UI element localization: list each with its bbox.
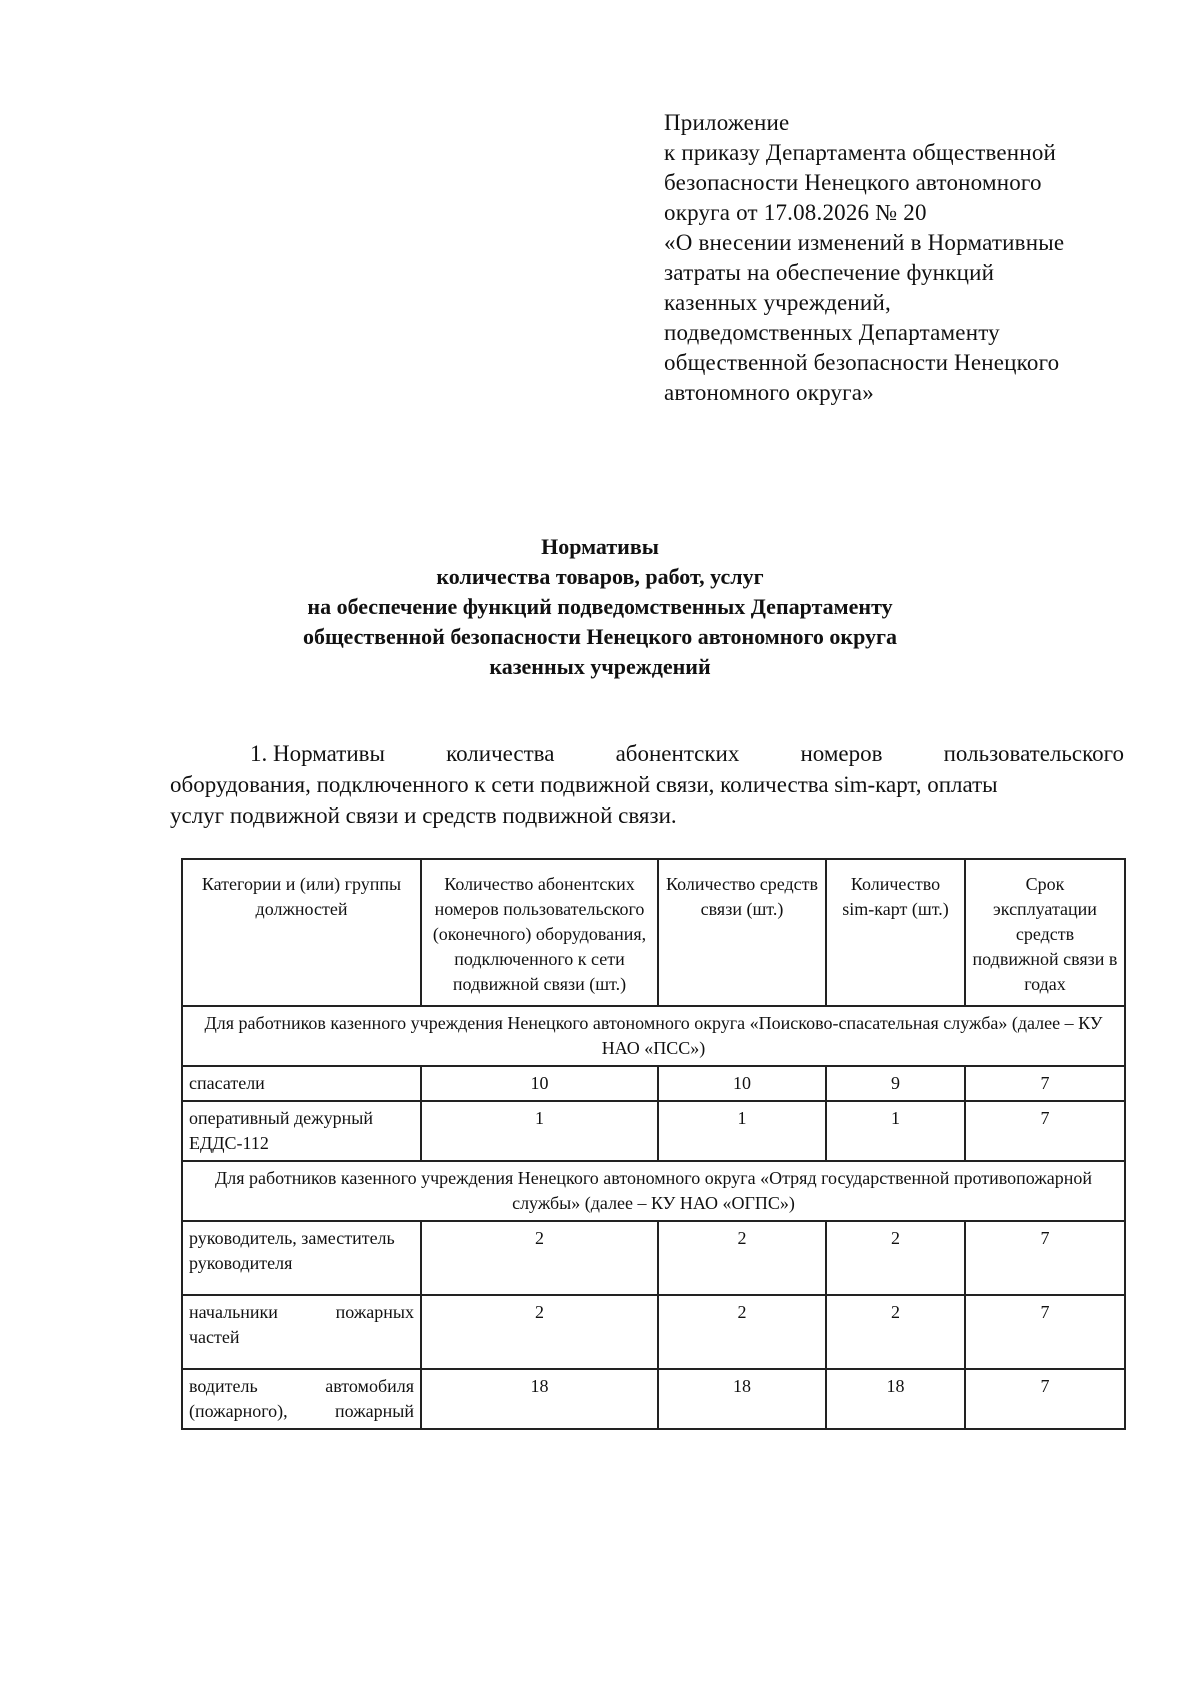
header-service-life: Срок эксплуатации средств подвижной связи в годах [965, 859, 1125, 1006]
cell-category: спасатели [182, 1066, 421, 1101]
section-intro-paragraph [170, 738, 1124, 831]
appendix-line: затраты на обеспечение функций [664, 260, 995, 285]
appendix-line: подведомственных Департаменту [664, 320, 1000, 345]
cell-years: 7 [965, 1295, 1125, 1369]
header-category: Категории и (или) группы должностей [182, 859, 421, 1006]
cell-category: начальники пожарных частей [182, 1295, 421, 1369]
title-line: казенных учреждений [489, 654, 711, 679]
header-sim-cards: Количество sim-карт (шт.) [826, 859, 965, 1006]
cell-numbers: 2 [421, 1221, 658, 1295]
title-line: Нормативы [541, 534, 659, 559]
cell-category: оперативный дежурный ЕДДС-112 [182, 1101, 421, 1161]
table-row [182, 1369, 1125, 1429]
intro-word: номеров [800, 741, 883, 766]
group-row [182, 1161, 1125, 1221]
cell-sim: 2 [826, 1295, 965, 1369]
cell-category: руководитель, заместитель руководителя [182, 1221, 421, 1295]
cell-numbers: 1 [421, 1101, 658, 1161]
cell-sim: 1 [826, 1101, 965, 1161]
intro-word: количества [446, 741, 555, 766]
title-line: количества товаров, работ, услуг [436, 564, 764, 589]
appendix-line: общественной безопасности Ненецкого [664, 350, 1060, 375]
intro-line-2: оборудования, подключенного к сети подвижной связи, количества sim-карт, оплаты [170, 772, 998, 797]
group-title-pss: Для работников казенного учреждения Ненецкого автономного округа «Поисково-спасательная служба» (далее – КУ НАО «ПСС») [182, 1006, 1125, 1066]
header-subscriber-numbers: Количество абонентских номеров пользовательского (оконечного) оборудования, подключенного к сети подвижной связи (шт.) [421, 859, 658, 1006]
cell-numbers: 10 [421, 1066, 658, 1101]
cell-years: 7 [965, 1101, 1125, 1161]
intro-line-3: услуг подвижной связи и средств подвижной связи. [170, 803, 677, 828]
cell-devices: 2 [658, 1295, 826, 1369]
cell-years: 7 [965, 1066, 1125, 1101]
cell-devices: 10 [658, 1066, 826, 1101]
intro-word: пользовательского [943, 741, 1124, 766]
title-line: общественной безопасности Ненецкого автономного округа [302, 624, 898, 649]
appendix-line: округа от 17.08.2026 № 20 [664, 200, 927, 225]
norms-table [181, 858, 1126, 1430]
appendix-line: к приказу Департамента общественной [664, 140, 1057, 165]
cell-category: водитель автомобиля (пожарного), пожарный [182, 1369, 421, 1429]
cell-devices: 18 [658, 1369, 826, 1429]
cell-sim: 18 [826, 1369, 965, 1429]
appendix-header [664, 108, 1134, 408]
cell-devices: 2 [658, 1221, 826, 1295]
table-row [182, 1221, 1125, 1295]
header-devices: Количество средств связи (шт.) [658, 859, 826, 1006]
appendix-line: Приложение [664, 110, 790, 135]
cell-devices: 1 [658, 1101, 826, 1161]
appendix-line: «О внесении изменений в Нормативные [664, 230, 1065, 255]
appendix-line: безопасности Ненецкого автономного [664, 170, 1042, 195]
table-row [182, 1066, 1125, 1101]
appendix-line: автономного округа» [664, 380, 874, 405]
cell-sim: 9 [826, 1066, 965, 1101]
table-row [182, 1101, 1125, 1161]
table-header-row [182, 859, 1125, 1006]
intro-line-1 [170, 738, 1124, 769]
group-title-ogps: Для работников казенного учреждения Ненецкого автономного округа «Отряд государственной противопожарной службы» (далее – КУ НАО «ОГПС») [182, 1161, 1125, 1221]
cell-years: 7 [965, 1221, 1125, 1295]
cell-numbers: 2 [421, 1295, 658, 1369]
group-row [182, 1006, 1125, 1066]
table-row [182, 1295, 1125, 1369]
intro-word: 1. Нормативы [250, 741, 385, 766]
cell-sim: 2 [826, 1221, 965, 1295]
intro-word: абонентских [615, 741, 740, 766]
appendix-line: казенных учреждений, [664, 290, 891, 315]
cell-years: 7 [965, 1369, 1125, 1429]
cell-numbers: 18 [421, 1369, 658, 1429]
document-title [170, 532, 1030, 682]
title-line: на обеспечение функций подведомственных Департаменту [307, 594, 893, 619]
